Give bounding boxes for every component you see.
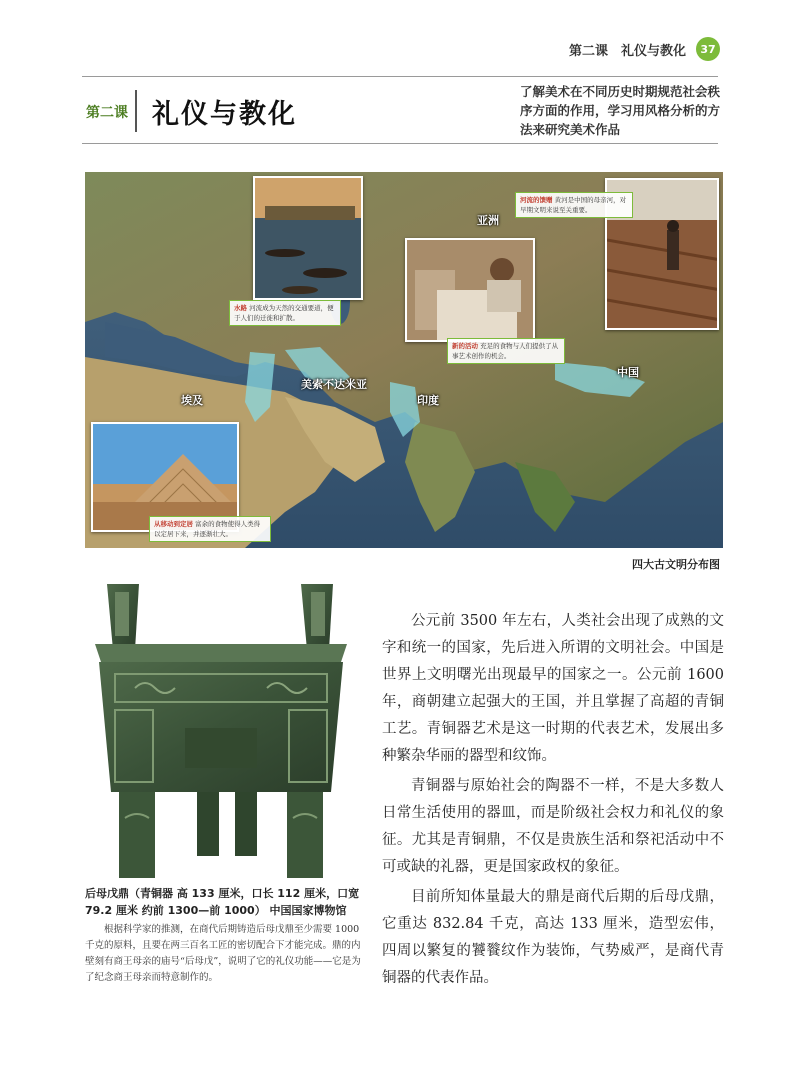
note-water: 水路 河流成为天然的交通要道，便于人们的迁徙和扩散。 — [229, 300, 341, 326]
map-caption: 四大古文明分布图 — [632, 558, 720, 571]
artifact-description: 根据科学家的推测，在商代后期铸造后母戊鼎至少需要 1000 千克的原料，且要在两三百名工匠的密切配合下才能完成。鼎的内壁刻有商王母亲的庙号“后母戊”，说明了它的礼仪功能——它是为了纪念商王母亲而特意制作的。 — [85, 924, 361, 983]
running-header — [569, 34, 720, 64]
lesson-rule — [82, 143, 718, 144]
photo-painting — [405, 238, 535, 342]
label-india: 印度 — [417, 394, 439, 407]
header-rule — [82, 76, 718, 77]
page-number: 37 — [696, 37, 720, 61]
paragraph: 青铜器与原始社会的陶器不一样，不是大多数人日常生活使用的器皿，而是阶级社会权力和礼仪的象征。尤其是青铜鼎，不仅是贵族生活和祭祀活动中不可或缺的礼器，更是国家政权的象征。 — [382, 778, 724, 875]
lesson-divider — [135, 90, 137, 132]
houmuwu-ding-image — [85, 578, 357, 882]
note-river-gift: 河流的馈赠 黄河是中国的母亲河，对早期文明来说至关重要。 — [515, 192, 633, 218]
artifact-caption: 后母戊鼎（青铜器 高 133 厘米，口长 112 厘米，口宽 79.2 厘米 约前 1300—前 1000） 中国国家博物馆 — [85, 887, 360, 917]
label-asia: 亚洲 — [477, 214, 499, 227]
lesson-goal: 了解美术在不同历史时期规范社会秩序方面的作用，学习用风格分析的方法来研究美术作品 — [520, 84, 721, 137]
civilization-map — [85, 172, 723, 548]
body-text — [382, 608, 724, 995]
paragraph: 目前所知体量最大的鼎是商代后期的后母戊鼎，它重达 832.84 千克，高达 133 厘米，造型宏伟，四周以繁复的饕餮纹作为装饰，气势威严，是商代青铜器的代表作品。 — [382, 889, 724, 986]
label-egypt: 埃及 — [181, 394, 203, 407]
paragraph: 公元前 3500 年左右，人类社会出现了成熟的文字和统一的国家，先后进入所谓的文明社会。中国是世界上文明曙光出现最早的国家之一。公元前 1600 年，商朝建立起强大的王国，并且掌握了高超的青铜工艺。青铜器艺术是这一时期的代表艺术，发展出多种繁杂华丽的器型和纹饰。 — [382, 613, 724, 764]
note-new-activity: 新的活动 充足的食物与人们提供了从事艺术创作的机会。 — [447, 338, 565, 364]
running-title: 第二课 礼仪与教化 — [568, 43, 686, 59]
note-settle: 从移动到定居 富余的食物使得人类得以定居下来，并逐渐壮大。 — [149, 516, 271, 542]
photo-river-boats — [253, 176, 363, 300]
label-mesopotamia: 美索不达米亚 — [301, 378, 367, 391]
lesson-label: 第二课 — [86, 105, 128, 121]
label-china: 中国 — [617, 366, 639, 379]
lesson-title: 礼仪与教化 — [152, 99, 297, 130]
